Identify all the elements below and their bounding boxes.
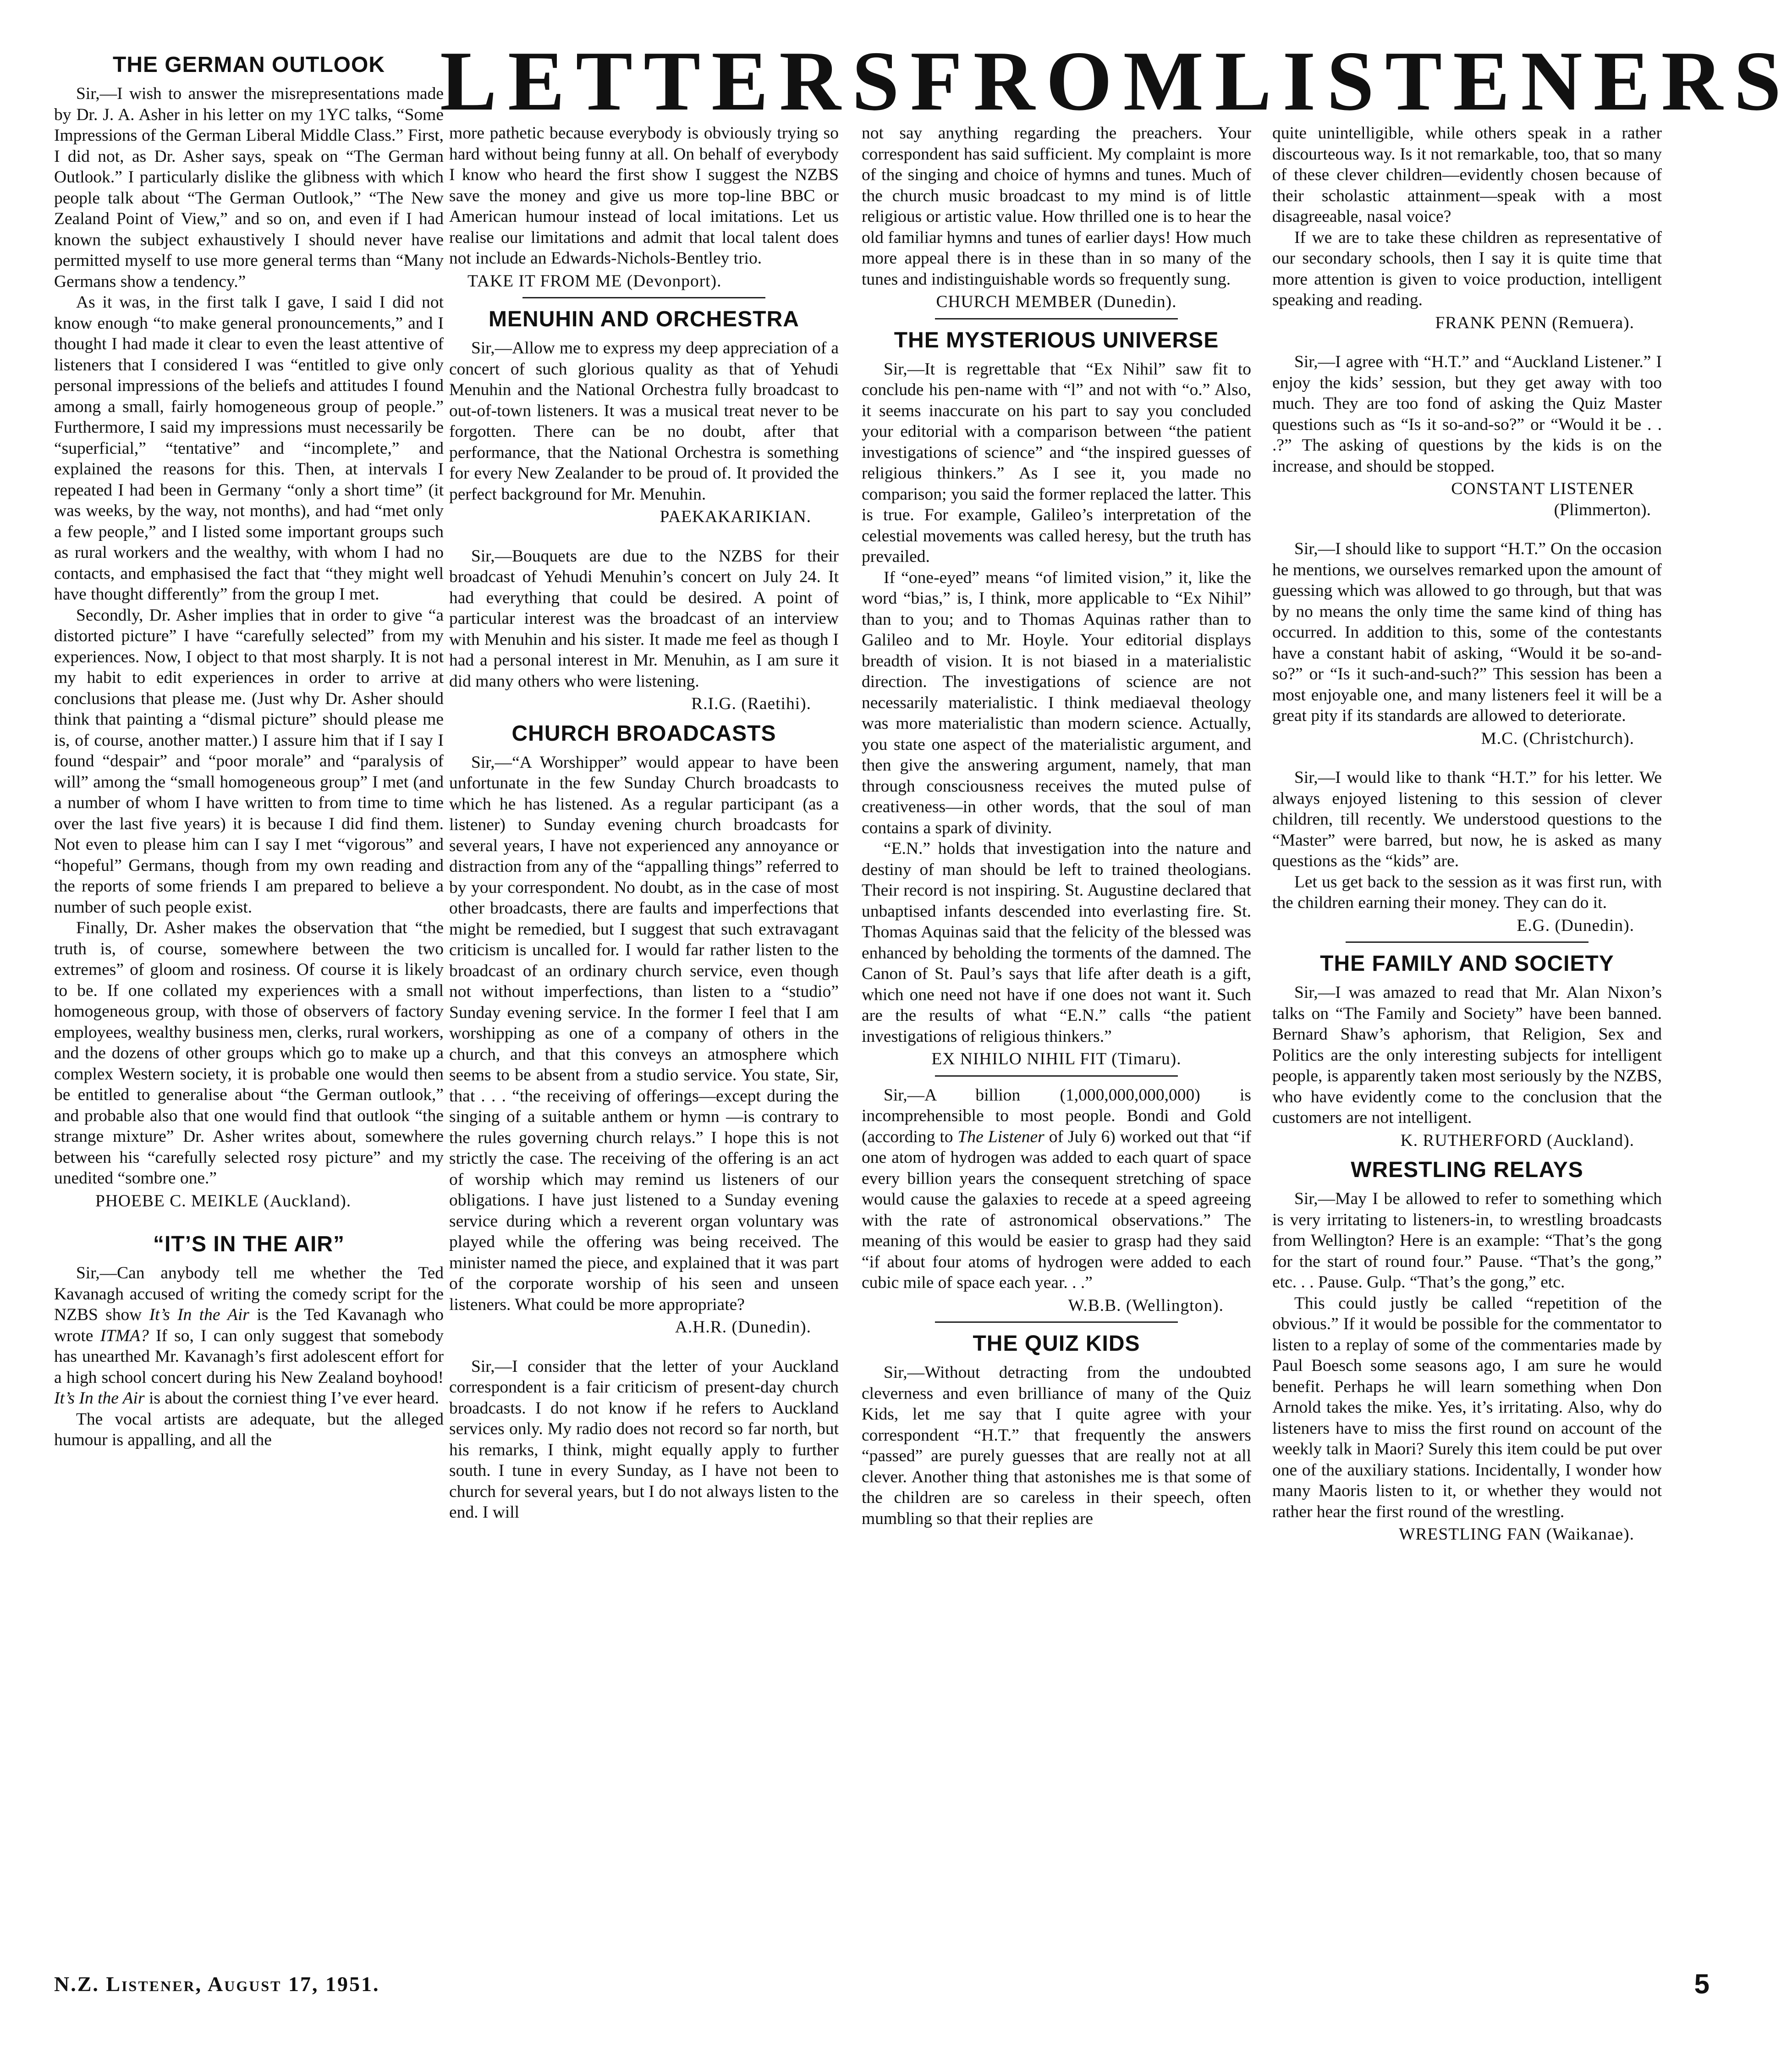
letter-paragraph: Sir,—I would like to thank “H.T.” for his letter. We always enjoyed listening to this session of clever children, till recently. We understood questions to the “Master” were barred, but now, he is asked as many questions as the “kids” are. bbox=[1272, 768, 1662, 870]
letter-paragraph: This could justly be called “repetition of the obvious.” If it would be possible for the commentator to listen to a replay of some of the commentaries made by Paul Boesch some seasons ago, I am sure he would benefit. Perhaps he will learn something when Don Arnold takes the mike. Yes, it’s irritating. Also, why do listeners have to miss the first round on account of the weekly talk in Maori? Surely this item could be put over one of the auxiliary stations. Incidentally, I wonder how many Maoris listen to it, or whether they would not rather hear the first round of the wrestling. bbox=[1272, 1293, 1662, 1521]
text-run: If so, I can only suggest that somebody has unearthed Mr. Kavanagh’s first adolescent effort for a high school concert during his New Zealand boyhood! bbox=[54, 1326, 444, 1387]
letter-paragraph: more pathetic because everybody is obviously trying so hard without being funny at all. On behalf of everybody I know who heard the first show I suggest the NZBS save the money and give us more top-line BBC or American humour instead of local imitations. Let us realise our limitations and admit that local talent does not include an Edwards-Nichols-Bentley trio. bbox=[449, 124, 839, 268]
headline-german-outlook: THE GERMAN OUTLOOK bbox=[113, 53, 385, 77]
spacer bbox=[1272, 749, 1662, 767]
text-run: Sir,—A billion (1,000,000,000,000) is incomprehensible to most people. Bondi and Gold (according to bbox=[862, 1085, 1251, 1146]
signature: WRESTLING FAN (Waikanae). bbox=[1399, 1525, 1634, 1544]
text-run: is the Ted Kavanagh who wrote bbox=[54, 1305, 444, 1345]
text-run: Sir,—Can anybody tell me whether the Ted Kavanagh accused of writing the comedy script for the NZBS show bbox=[54, 1264, 444, 1324]
masthead-word-listeners: LISTENERS bbox=[1215, 34, 1792, 128]
divider bbox=[935, 1075, 1178, 1077]
spacer bbox=[449, 1338, 839, 1356]
show-title: It’s In the Air bbox=[54, 1389, 145, 1408]
masthead-word-from: FROM bbox=[910, 34, 1215, 128]
masthead bbox=[440, 34, 1792, 128]
spacer bbox=[1272, 520, 1662, 539]
divider bbox=[522, 297, 765, 298]
signature-location: (Plimmerton). bbox=[1554, 500, 1651, 519]
letter-paragraph: Sir,—I was amazed to read that Mr. Alan Nixon’s talks on “The Family and Society” have been banned. Bernard Shaw’s aphorism, that Religion, Sex and Politics are the only interesting subjects for intelligent people, is apparently taken most seriously by the NZBS, who have evidently come to the conclusion that the customers are not intelligent. bbox=[1272, 983, 1662, 1127]
signature: W.B.B. (Wellington). bbox=[1068, 1296, 1224, 1315]
publication-date: N.Z. Listener, August 17, 1951. bbox=[54, 1972, 380, 1996]
column-2 bbox=[449, 123, 839, 1956]
signature: A.H.R. (Dunedin). bbox=[675, 1318, 811, 1337]
show-title: It’s In the Air bbox=[149, 1305, 250, 1324]
letter-paragraph: quite unintelligible, while others speak in a rather discourteous way. Is it not remarkable, too, that so many of these clever children—evidently chosen because of their scholastic attainment—speak with a most disagreeable, nasal voice? bbox=[1272, 124, 1662, 226]
signature: TAKE IT FROM ME (Devonport). bbox=[467, 271, 722, 291]
signature: PHOEBE C. MEIKLE (Auckland). bbox=[95, 1191, 352, 1211]
show-title: ITMA? bbox=[100, 1326, 149, 1345]
letter-paragraph: If “one-eyed” means “of limited vision,” it, like the word “bias,” is, I think, more applicable to “Ex Nihil” than to you; and to Thomas Aquinas rather than to Galileo and to Mr. Hoyle. Your editorial displays breadth of vision. It is not biased in a materialistic direction. The investigations of science are not necessarily materialistic. I think mediaeval theology was more materialistic than modern science. Actually, you state one aspect of the materialistic argument, and then give the answering argument, namely, that man through consciousness receives the muted pulse of creativeness—in other words, that the soul of man contains a spark of divinity. bbox=[862, 568, 1251, 837]
letter-paragraph: Sir,—May I be allowed to refer to something which is very irritating to listeners-in, to wrestling broadcasts from Wellington? Here is an example: “That’s the gong for the start of round four.” Pause. “That’s the gong,” etc. . . Pause. Gulp. “That’s the gong,” etc. bbox=[1272, 1189, 1662, 1292]
column-1 bbox=[54, 46, 444, 1957]
letter-paragraph: As it was, in the first talk I gave, I said I did not know enough “to make general pronouncements,” and I thought I had made it clear to even the least attentive of listeners that I considered I was “entitled to give only personal impressions of the beliefs and attitudes I found among a small, fairly homogeneous group of people.” Furthermore, I said my impressions must necessarily be “superficial,” “tentative” and “incomplete,” and explained the reasons for this. Then, at intervals I repeated I had been in Germany “only a short time” (it was weeks, by the way, not months), and had “met only a few people,” and I listed some important groups such as rural workers and the wealthy, with whom I had no contacts, and emphasised the fact that “they might well have thought differently” from the group I met. bbox=[54, 293, 444, 604]
headline-menuhin-orchestra: MENUHIN AND ORCHESTRA bbox=[489, 307, 799, 331]
text-run: of July 6) worked out that “if one atom of hydrogen was added to each quart of space every billion years the consequent stretching of space would cause the galaxies to recede at a speed agreeing with the rate of astronomical observations.” The meaning of this would be easier to grasp had they said “if about four atoms of hydrogen were added to each cubic mile of space each year. . .” bbox=[862, 1127, 1251, 1292]
letter-paragraph: Sir,—Without detracting from the undoubted cleverness and even brilliance of many of the Quiz Kids, let me say that I quite agree with your correspondent “H.T.” that frequently the answers “passed” are purely guesses that are really not at all clever. Another thing that astonishes me is that some of the children are so careless in their speech, often mumbling so that their replies are bbox=[862, 1363, 1251, 1528]
headline-family-and-society: THE FAMILY AND SOCIETY bbox=[1320, 952, 1614, 976]
letter-paragraph: Sir,—I wish to answer the misrepresentations made by Dr. J. A. Asher in his letter on my 1YC talks, “Some Impressions of the German Liberal Middle Class.” First, I did not, as Dr. Asher says, speak on “The German Outlook.” I particularly dislike the glibness with which people talk about “The German Outlook,” “The New Zealand Point of View,” and so on, and even if I had known the subject exhaustively I should never have permitted myself to use more general terms than “Many Germans show a tendency.” bbox=[54, 84, 444, 291]
letter-paragraph: Sir,—It is regrettable that “Ex Nihil” saw fit to conclude his pen-name with “l” and not with “o.” Also, it seems inaccurate on his part to say you concluded your editorial with a comparison between “the patient investigations of science” and “the inspired guesses of religious thinkers.” As I see it, you made no comparison; you said the former replaced the latter. This is true. For example, Galileo’s interpretation of the celestial movements was called heresy, but the truth has prevailed. bbox=[862, 359, 1251, 566]
spacer bbox=[1272, 333, 1662, 352]
divider bbox=[935, 318, 1178, 319]
signature: R.I.G. (Raetihi). bbox=[691, 694, 811, 713]
letter-paragraph: Sir,—I should like to support “H.T.” On the occasion he mentions, we ourselves remarked upon the amount of guessing which was allowed to go through, but that was by no means the only time the same kind of thing has occurred. In addition to this, some of the contestants have a constant habit of asking, “Would it be so-and-so?” or “Is it such-and-such?” This session has been a most enjoyable one, and many listeners feel it will be a great pity if its standards are allowed to deteriorate. bbox=[1272, 539, 1662, 725]
letter-paragraph: Sir,—I consider that the letter of your Auckland correspondent is a fair criticism of present-day church broadcasts. I do not know if he refers to Auckland services only. My radio does not record so far north, but his remarks, I think, might equally apply to further south. I tune in every Sunday, as I have not been to church for several years, but I do not always listen to the end. I will bbox=[449, 1357, 839, 1522]
divider bbox=[935, 1321, 1178, 1323]
letter-paragraph: If we are to take these children as representative of our secondary schools, then I say it is quite time that more attention is given to voice production, intelligent speaking and reading. bbox=[1272, 228, 1662, 309]
letter-paragraph bbox=[862, 1085, 1251, 1293]
letter-paragraph: Secondly, Dr. Asher implies that in order to give “a distorted picture” I have “carefully selected” from my experiences. Now, I object to that most sharply. It is not my habit to edit experiences in order to arrive at conclusions that please me. (Just why Dr. Asher should think that painting a “dismal picture” should please me is, of course, another matter.) I assure him that if I say I found “despair” and “poor morale” and “paralysis of will” among the “small homogeneous group” I met (and a number of whom I have written to from time to time over the last five years) it is because I did find them. Not even to please him can I say I met “vigorous” and “hopeful” Germans, though from my own reading and the reports of some friends I am prepared to believe a number of such people exist. bbox=[54, 605, 444, 917]
letter-paragraph: Let us get back to the session as it was first run, with the children earning their money. They can do it. bbox=[1272, 872, 1662, 912]
headline-mysterious-universe: THE MYSTERIOUS UNIVERSE bbox=[894, 328, 1219, 352]
masthead-word-letters: LETTERS bbox=[440, 34, 911, 128]
letter-paragraph bbox=[54, 1263, 444, 1409]
page-footer bbox=[54, 1965, 1710, 2002]
signature: K. RUTHERFORD (Auckland). bbox=[1400, 1131, 1634, 1150]
page-number: 5 bbox=[1694, 1968, 1710, 1999]
headline-its-in-the-air: “IT’S IN THE AIR” bbox=[153, 1232, 345, 1256]
signature: CONSTANT LISTENER bbox=[1451, 479, 1634, 498]
column-3 bbox=[862, 123, 1251, 1956]
publication-title: The Listener bbox=[957, 1127, 1044, 1146]
letter-paragraph: The vocal artists are adequate, but the alleged humour is appalling, and all the bbox=[54, 1409, 444, 1449]
signature: E.G. (Dunedin). bbox=[1517, 916, 1634, 935]
headline-wrestling-relays: WRESTLING RELAYS bbox=[1351, 1158, 1583, 1182]
letter-paragraph: Sir,—I agree with “H.T.” and “Auckland Listener.” I enjoy the kids’ session, but they get away with too much. They are too fond of asking the Quiz Master questions such as “Is it so-and-so?” or “Would it be . . .?” The asking of questions by the kids is on the increase, and should be stopped. bbox=[1272, 352, 1662, 476]
spacer bbox=[449, 528, 839, 546]
signature: EX NIHILO NIHIL FIT (Timaru). bbox=[931, 1050, 1182, 1068]
letter-paragraph: Sir,—Allow me to express my deep appreciation of a concert of such glorious quality as that of Yehudi Menuhin and the National Orchestra fully broadcast to out-of-town listeners. It was a musical treat never to be forgotten. There can be no doubt, after that performance, that the National Orchestra is something for every New Zealander to be proud of. It provided the perfect background for Mr. Menuhin. bbox=[449, 339, 839, 504]
signature: M.C. (Christchurch). bbox=[1481, 729, 1634, 748]
letter-paragraph: Finally, Dr. Asher makes the observation that “the truth is, of course, somewhere between the two extremes” of gloom and rosiness. Of course it is likely to be. If one collated my experiences with a small homogeneous group, with those of observers of factory employees, wealthy business men, clerks, rural workers, and the dozens of other groups which go to make up a complex Western society, it is probable one would then be entitled to generalise about “the German outlook,” and probable also that one would find that outlook “the strange mixture” Dr. Asher writes about, somewhere between his “carefully selected rosy picture” and my unedited “sombre one.” bbox=[54, 919, 444, 1188]
column-4 bbox=[1272, 123, 1662, 1956]
divider bbox=[1346, 941, 1589, 943]
letter-paragraph: “E.N.” holds that investigation into the nature and destiny of man should be left to trained theologians. Their record is not inspiring. St. Augustine declared that unbaptised infants descended into everlasting fire. St. Thomas Aquinas said that the felicity of the blessed was enhanced by beholding the torments of the damned. The Canon of St. Paul’s says that life after death is a gift, which one need not have if one does not want it. Such are the results of what “E.N.” calls “the patient investigations of religious thinkers.” bbox=[862, 839, 1251, 1046]
headline-quiz-kids: THE QUIZ KIDS bbox=[973, 1332, 1140, 1356]
signature: CHURCH MEMBER (Dunedin). bbox=[936, 292, 1177, 311]
letter-paragraph: Sir,—“A Worshipper” would appear to have been unfortunate in the few Sunday Church broadcasts to which he has listened. As a regular participant (as a listener) to Sunday evening church broadcasts for several years, I have not experienced any annoyance or distraction from any of the “appalling things” referred to by your correspondent. No doubt, as in the case of most other broadcasts, there are faults and imperfections that might be remedied, but I suggest that such extravagant criticism is uncalled for. I would far rather listen to the broadcast of an ordinary church service, even though not without imperfections, than listen to a “studio” Sunday evening service. In the former I feel that I am worshipping as one of a company of others in the church, and that this conveys an atmosphere which seems to be absent from a studio service. You state, Sir, that . . . “the receiving of offerings—except during the singing of a suitable anthem or hymn —is contrary to the rules governing church relays.” I hope this is not strictly the case. The receiving of the offering is an act of worship which may remind us listeners of our obligations. I have just listened to a Sunday evening service during which a reverent organ voluntary was played while the offering was being received. The minister named the piece, and explained that it was part of the corporate worship of his seen and unseen listeners. What could be more appropriate? bbox=[449, 753, 839, 1314]
headline-church-broadcasts: CHURCH BROADCASTS bbox=[511, 721, 776, 746]
letter-paragraph: Sir,—Bouquets are due to the NZBS for their broadcast of Yehudi Menuhin’s concert on July 24. It had everything that could be desired. A point of particular interest was the broadcast of an interview with Menuhin and his sister. It made me feel as though I had a personal interest in Mr. Menuhin, as I am sure it did many others who were listening. bbox=[449, 546, 839, 691]
letter-paragraph: not say anything regarding the preachers. Your correspondent has said sufficient. My complaint is more of the singing and choice of hymns and tunes. Much of the church music broadcast to my mind is of little religious or artistic value. How thrilled one is to hear the old familiar hymns and tunes of earlier days! How much more appeal there is in these than in so many of the tunes and indistinguishable words so frequently sung. bbox=[862, 124, 1251, 289]
text-run: is about the corniest thing I’ve ever heard. bbox=[144, 1389, 440, 1408]
signature: PAEKAKARIKIAN. bbox=[660, 507, 811, 526]
signature: FRANK PENN (Remuera). bbox=[1435, 313, 1634, 332]
